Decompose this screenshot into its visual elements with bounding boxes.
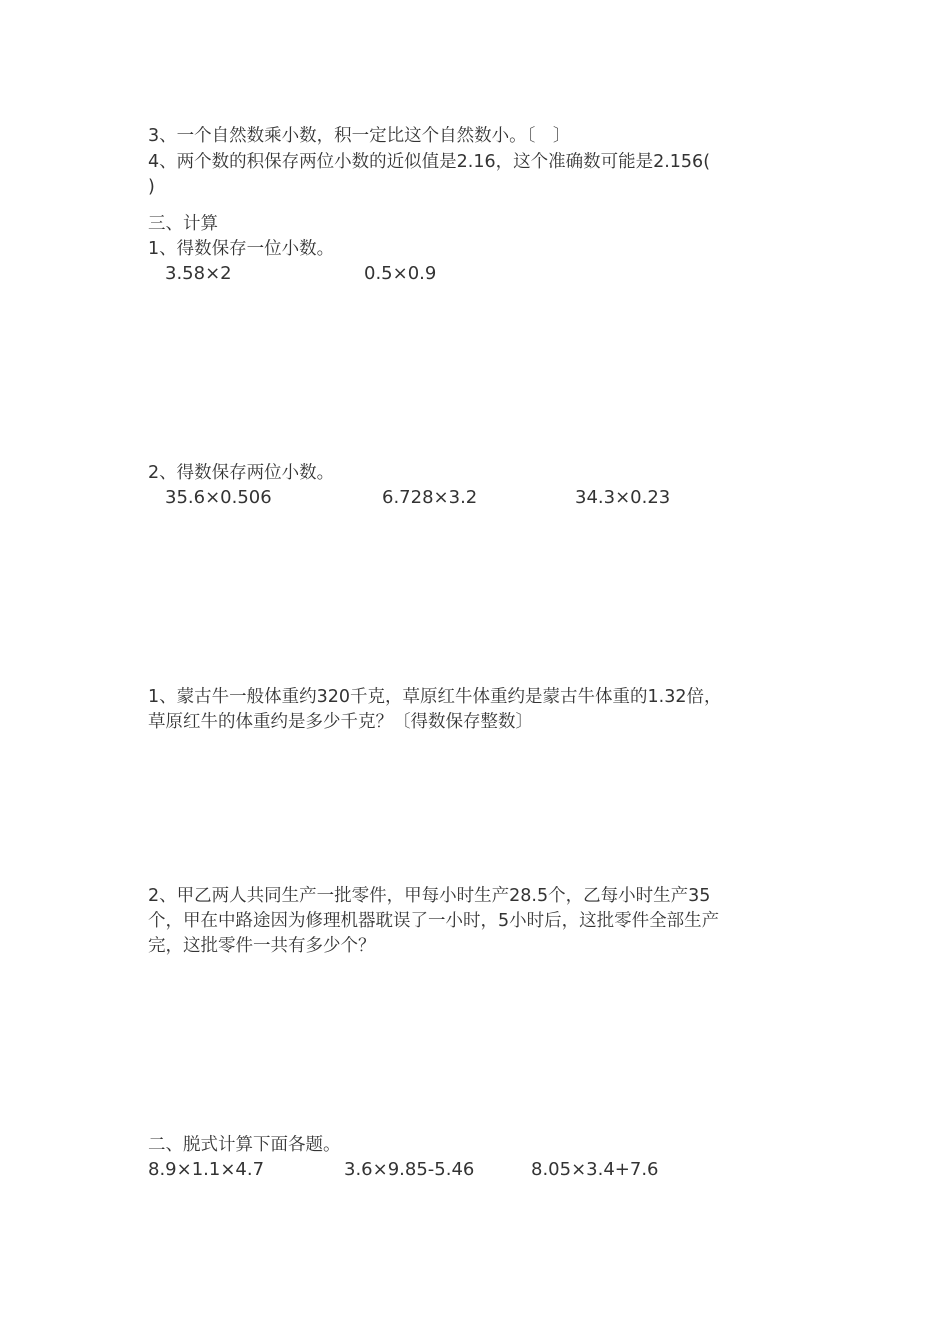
word-problem-2-line3: 完，这批零件一共有多少个？ <box>148 936 376 956</box>
step-calc-expr-2: 3.6×9.85-5.46 <box>344 1159 475 1180</box>
step-calc-expr-1: 8.9×1.1×4.7 <box>148 1159 265 1180</box>
step-calc-heading: 二、脱式计算下面各题。 <box>148 1135 341 1155</box>
calc-part2-title: 2、得数保存两位小数。 <box>148 463 335 483</box>
step-calc-expr-3: 8.05×3.4+7.6 <box>531 1159 659 1180</box>
calc-section-heading: 三、计算 <box>148 214 218 234</box>
judgement-item-3: 3、一个自然数乘小数，积一定比这个自然数小。〔 〕 <box>148 126 571 146</box>
calc-part1-expr-1: 3.58×2 <box>165 263 232 284</box>
calc-part2-expr-2: 6.728×3.2 <box>382 487 478 508</box>
word-problem-2-line2: 个，甲在中路途因为修理机器耽误了一小时，5小时后，这批零件全部生产 <box>148 911 720 931</box>
calc-part2-expr-3: 34.3×0.23 <box>575 487 671 508</box>
word-problem-1-line2: 草原红牛的体重约是多少千克？〔得数保存整数〕 <box>148 712 533 732</box>
calc-part1-expr-2: 0.5×0.9 <box>364 263 437 284</box>
word-problem-1-line1: 1、蒙古牛一般体重约320千克，草原红牛体重约是蒙古牛体重的1.32倍， <box>148 687 722 707</box>
calc-part1-title: 1、得数保存一位小数。 <box>148 239 335 259</box>
judgement-item-4-line1: 4、两个数的积保存两位小数的近似值是2.16，这个准确数可能是2.156( <box>148 152 711 172</box>
judgement-item-4-line2: ) <box>148 177 155 197</box>
calc-part2-expr-1: 35.6×0.506 <box>165 487 272 508</box>
word-problem-2-line1: 2、甲乙两人共同生产一批零件，甲每小时生产28.5个，乙每小时生产35 <box>148 886 711 906</box>
